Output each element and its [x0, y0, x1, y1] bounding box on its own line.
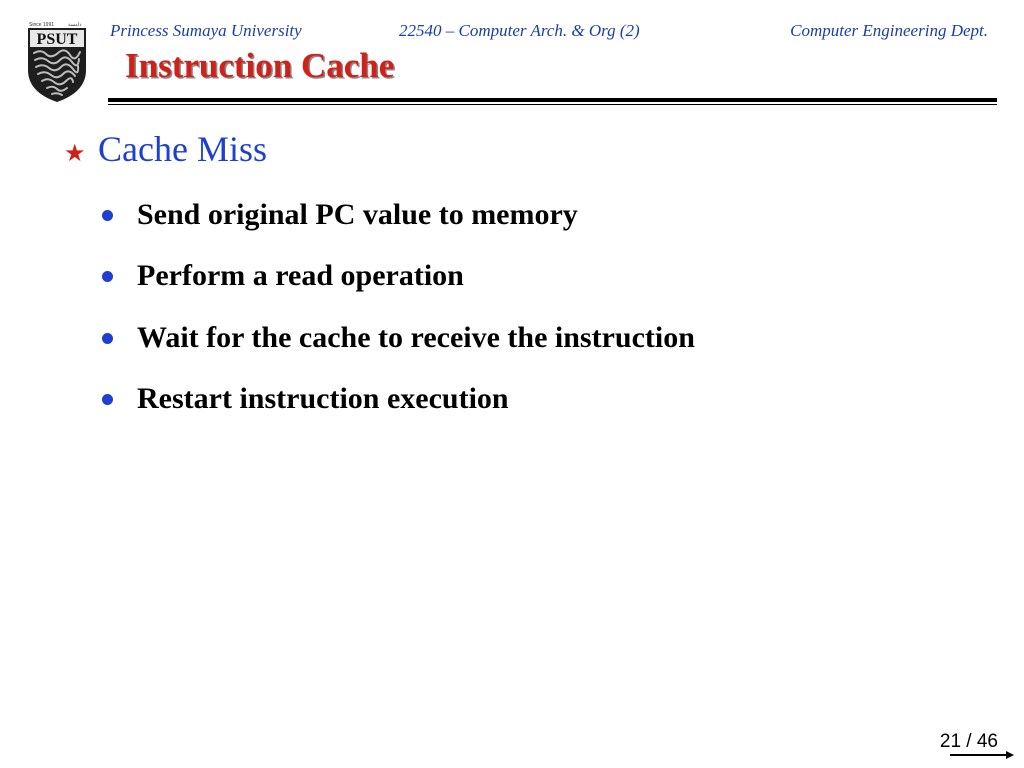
sub-bullet-text: Restart instruction execution — [137, 382, 509, 415]
sub-bullet-text: Wait for the cache to receive the instruction — [137, 321, 695, 354]
sub-bullet-text: Perform a read operation — [137, 259, 464, 292]
header-course: 22540 – Computer Arch. & Org (2) — [399, 21, 640, 40]
logo-wordmark: PSUT — [36, 31, 78, 48]
title-rule-thin — [108, 104, 997, 105]
page-indicator[interactable]: 21 / 46 — [939, 731, 998, 752]
main-bullet-text: Cache Miss — [98, 129, 267, 169]
title-rule-thick — [108, 98, 997, 102]
dot-icon — [102, 271, 113, 282]
sub-bullet-text: Send original PC value to memory — [137, 198, 578, 231]
logo-arabic-text: دامسة — [68, 22, 82, 28]
sub-bullet-2 — [102, 258, 464, 294]
dot-icon — [102, 333, 113, 344]
slide-title: Instruction Cache — [125, 46, 395, 85]
sub-bullet-1 — [102, 197, 578, 233]
dot-icon — [102, 210, 113, 221]
header-university: Princess Sumaya University — [110, 21, 302, 40]
logo-since-text: Since 1991 — [29, 22, 55, 28]
dot-icon — [102, 394, 113, 405]
header-department: Computer Engineering Dept. — [790, 21, 988, 40]
university-logo — [26, 20, 88, 104]
star-icon: ★ — [64, 139, 86, 167]
arrow-right-icon[interactable] — [950, 750, 1014, 760]
sub-bullet-3 — [102, 320, 695, 356]
sub-bullet-4 — [102, 381, 509, 417]
main-bullet — [64, 128, 267, 170]
